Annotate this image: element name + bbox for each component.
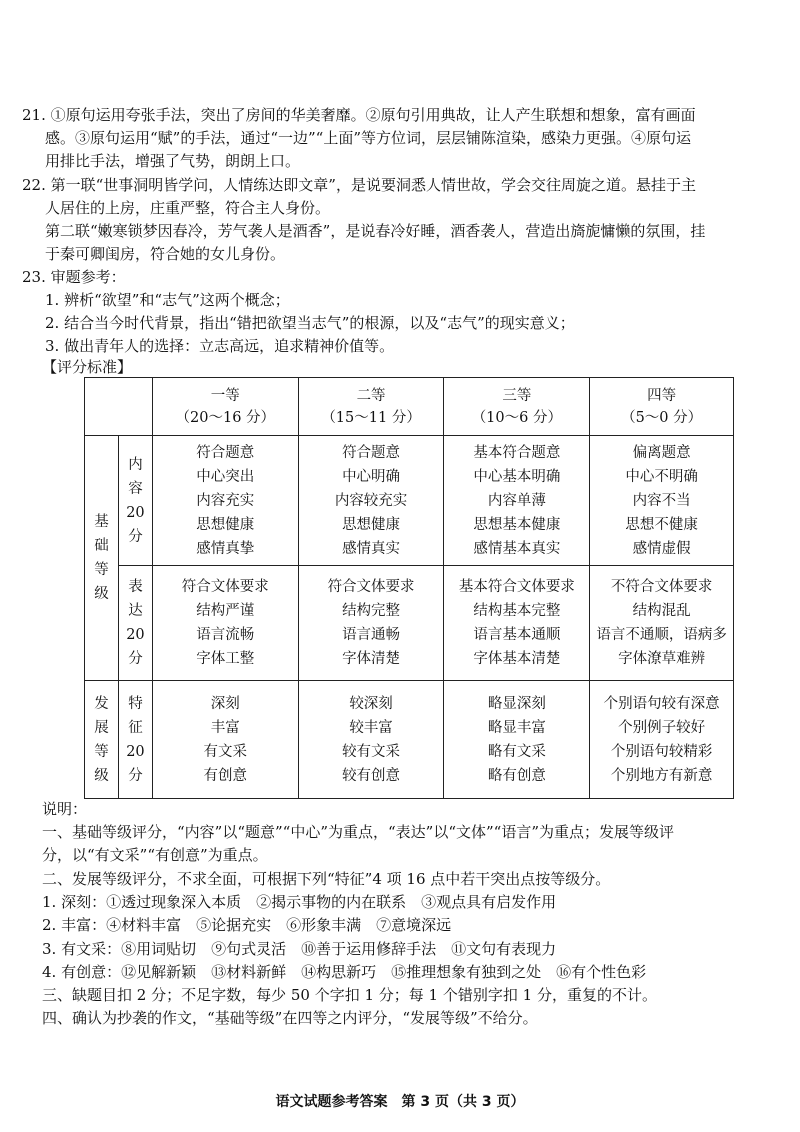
table-cell-line: 深刻 [210,695,240,712]
criteria-title: 【评分标准】 [42,358,133,376]
grade-range: （20～16 分） [175,409,276,426]
expression-row [85,566,734,681]
content-label [118,436,152,566]
content-row [85,436,734,566]
grade-name: 二等 [356,387,386,404]
table-cell-line: 基本符合题意 [473,444,561,461]
table-cell-line: 偏离题意 [632,444,691,461]
feature-grade-2 [298,681,444,799]
table-cell-line: 符合文体要求 [327,579,415,595]
note-4: 四、确认为抄袭的作文，“基础等级”在四等之内评分，“发展等级”不给分。 [42,1009,538,1027]
feature-grade-3 [444,681,590,799]
notes-head: 说明： [42,800,88,818]
table-cell-line: 感情虚假 [632,540,691,557]
q22-line1: 22. 第一联“世事洞明皆学问，人情练达即文章”，是说要洞悉人情世故，学会交往周旋之道。悬挂于主 [22,176,696,194]
table-cell-line: 略显丰富 [487,719,546,736]
table-cell-line: 思想基本健康 [473,516,561,533]
table-cell-line: 等 [94,743,109,760]
table-cell-line: 较有文采 [342,743,401,760]
expression-label [118,566,152,681]
feature-grade-1 [152,681,298,799]
grade-name: 一等 [210,387,240,404]
table-cell-line: 分 [128,651,143,667]
table-cell-line: 字体基本清楚 [473,651,561,667]
q21-line1: 21. ①原句运用夸张手法，突出了房间的华美奢靡。②原句引用典故，让人产生联想和想象，富有画面 [22,106,696,124]
content-grade-1 [152,436,298,566]
table-cell-line: 内容充实 [196,492,255,509]
table-cell-line: 级 [94,586,109,602]
note-1-line2: 分，以“有文采”“有创意”为重点。 [42,846,268,864]
table-cell-line: 内 [128,456,143,473]
table-cell-line: 略有创意 [487,767,546,784]
content-grade-4 [590,436,734,566]
table-cell-line: 不符合文体要求 [610,579,713,595]
table-cell-line: 结构严谨 [196,603,255,619]
feature-1: 1. 深刻：①透过现象深入本质 ②揭示事物的内在联系 ③观点具有启发作用 [42,893,557,911]
table-cell-line: 丰富 [210,719,240,736]
content-grade-3 [444,436,590,566]
q23-head: 23. 审题参考： [22,268,126,286]
table-cell-line: 础 [94,538,109,554]
expression-grade-3 [444,566,590,681]
table-cell-line: 感情基本真实 [473,540,561,557]
table-cell-line: 内容不当 [632,492,691,509]
corner-cell [85,378,153,436]
feature-3: 3. 有文采：⑧用词贴切 ⑨句式灵活 ⑩善于运用修辞手法 ⑪文句有表现力 [42,940,557,958]
table-cell-line: 感情真实 [342,540,401,557]
note-3: 三、缺题目扣 2 分；不足字数，每少 50 个字扣 1 分；每 1 个错别字扣 1 分，重复的不计。 [42,986,657,1004]
table-cell-line: 个别语句较精彩 [610,743,713,760]
table-cell-line: 有文采 [203,743,248,760]
grade-range: （15～11 分） [321,409,421,426]
table-cell-line: 语言基本通顺 [473,627,561,643]
table-cell-line: 发 [94,695,109,712]
feature-2: 2. 丰富：④材料丰富 ⑤论据充实 ⑥形象丰满 ⑦意境深远 [42,916,452,934]
feature-row [85,681,734,799]
table-cell-line: 字体潦草难辨 [618,651,706,667]
table-cell-line: 较丰富 [349,719,393,736]
q23-item2: 2. 结合当今时代背景，指出“错把欲望当志气”的根源，以及“志气”的现实意义； [45,314,575,332]
table-cell-line: 较深刻 [349,695,393,712]
table-cell-line: 内容单薄 [487,492,546,509]
table-cell-line: 符合文体要求 [181,579,269,595]
table-cell-line: 个别语句较有深意 [603,695,720,712]
feature-grade-4 [590,681,734,799]
grade-4-header [590,378,734,436]
table-cell-line: 结构完整 [342,603,401,619]
table-cell-line: 中心明确 [342,468,401,485]
table-cell-line: 20 [126,504,145,521]
q21-line3: 用排比手法，增强了气势，朗朗上口。 [45,152,301,170]
note-1-line1: 一、基础等级评分，“内容”以“题意”“中心”为重点，“表达”以“文体”“语言”为重点；发展等级评 [42,823,675,841]
table-cell-line: 语言流畅 [196,627,255,643]
table-cell-line: 分 [128,528,143,545]
table-cell-line: 基 [94,514,109,530]
q23-item1: 1. 辨析“欲望”和“志气”这两个概念； [45,291,290,309]
table-cell-line: 等 [94,562,109,578]
grade-name: 四等 [647,387,677,404]
grade-1-header [152,378,298,436]
table-cell-line: 语言不通顺，语病多 [596,627,727,643]
table-cell-line: 思想不健康 [625,516,698,533]
table-cell-line: 结构混乱 [632,603,691,619]
table-cell-line: 级 [94,767,109,784]
grade-2-header [298,378,444,436]
expression-grade-2 [298,566,444,681]
table-cell-line: 20 [126,743,145,760]
table-cell-line: 略显深刻 [487,695,546,712]
table-cell-line: 符合题意 [342,444,401,461]
table-cell-line: 有创意 [203,767,248,784]
table-cell-line: 特 [128,695,143,712]
table-cell-line: 展 [94,719,109,736]
table-cell-line: 较有创意 [342,767,401,784]
grading-table [84,377,734,799]
expression-grade-1 [152,566,298,681]
table-cell-line: 思想健康 [342,516,401,533]
grade-range: （5～0 分） [621,409,703,426]
grade-name: 三等 [502,387,532,404]
table-cell-line: 20 [126,627,145,643]
q22-line3: 第二联“嫩寒锁梦因春冷，芳气袭人是酒香”，是说春冷好睡，酒香袭人，营造出旖旎慵懒的氛围，挂 [45,222,706,240]
grade-3-header [444,378,590,436]
feature-4: 4. 有创意：⑫见解新颖 ⑬材料新鲜 ⑭构思新巧 ⑮推理想象有独到之处 ⑯有个性色彩 [42,963,647,981]
table-cell-line: 征 [128,719,143,736]
q22-line2: 人居住的上房，庄重严整，符合主人身份。 [45,199,331,217]
note-2: 二、发展等级评分，不求全面，可根据下列“特征”4 项 16 点中若干突出点按等级分。 [42,870,611,888]
grade-header-row [85,378,734,436]
development-level-label [85,681,119,799]
table-cell-line: 感情真挚 [196,540,255,557]
q23-item3: 3. 做出青年人的选择：立志高远，追求精神价值等。 [45,337,395,355]
basic-level-label [85,436,119,681]
page-footer: 语文试题参考答案 第 3 页（共 3 页） [275,1094,525,1110]
expression-grade-4 [590,566,734,681]
table-cell-line: 中心基本明确 [473,468,561,485]
table-cell-line: 达 [128,603,143,619]
table-cell-line: 基本符合文体要求 [458,579,575,595]
table-cell-line: 容 [128,480,143,497]
table-cell-line: 个别例子较好 [618,719,706,736]
feature-label [118,681,152,799]
table-cell-line: 个别地方有新意 [610,767,713,784]
q21-line2: 感。③原句运用“赋”的手法，通过“一边”“上面”等方位词，层层铺陈渲染，感染力更强。④原句运 [45,129,692,147]
table-cell-line: 中心突出 [196,468,255,485]
table-cell-line: 语言通畅 [342,627,401,643]
q22-line4: 于秦可卿闺房，符合她的女儿身份。 [45,245,286,263]
table-cell-line: 略有文采 [487,743,546,760]
table-cell-line: 符合题意 [196,444,255,461]
grade-range: （10～6 分） [471,409,562,426]
table-cell-line: 字体工整 [196,651,255,667]
table-cell-line: 内容较充实 [334,492,408,509]
table-cell-line: 分 [128,767,143,784]
table-cell-line: 结构基本完整 [473,603,561,619]
table-cell-line: 表 [128,579,143,595]
content-grade-2 [298,436,444,566]
table-cell-line: 思想健康 [196,516,255,533]
table-cell-line: 中心不明确 [625,468,698,485]
table-cell-line: 字体清楚 [342,651,401,667]
